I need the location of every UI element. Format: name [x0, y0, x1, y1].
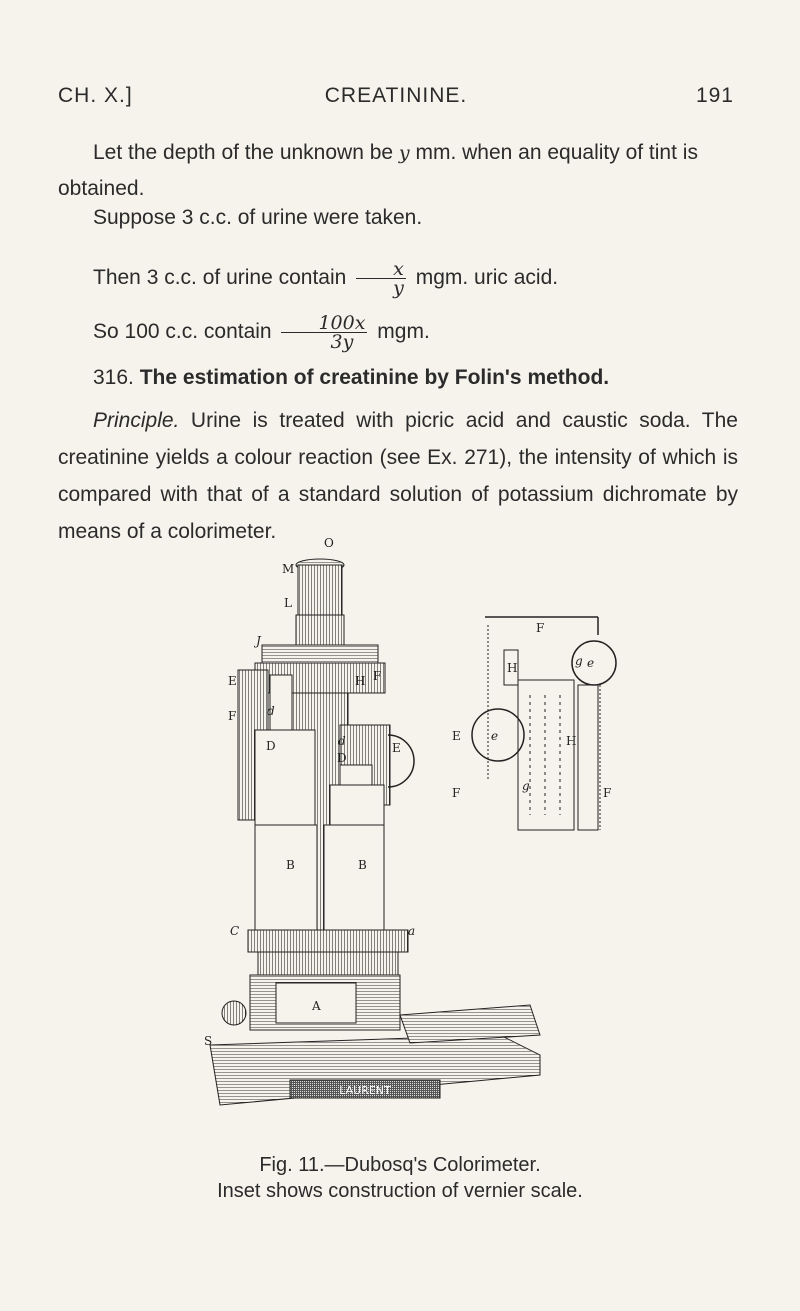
section-number: 316. [93, 366, 134, 389]
numerator: x [356, 260, 406, 279]
label-m: M [282, 562, 295, 576]
eyepiece [296, 559, 344, 645]
dubosq-colorimeter-figure [200, 535, 610, 1145]
inset-label-g-left: g [522, 779, 530, 793]
label-f-right: F [373, 669, 382, 683]
principle-text: Urine is treated with picric acid and caustic soda. The creatinine yields a colour reaction (see Ex. 271), the intensity of which is compared with that of a standard solution of potassium dichromate by means of a colorimeter. [58, 409, 738, 543]
text: Let the depth of the unknown be [93, 141, 399, 164]
adjust-knob [222, 1001, 246, 1025]
label-d-small-left: d [267, 704, 275, 718]
equation-1 [58, 248, 738, 308]
running-title: CREATININE. [324, 84, 468, 107]
text: Then 3 c.c. of urine contain [93, 266, 347, 289]
label-f-left: F [228, 709, 237, 723]
inset-label-g-right: g [575, 654, 583, 668]
label-l: L [284, 596, 292, 610]
label-a: A [312, 999, 321, 1013]
paragraph-suppose [58, 200, 738, 236]
inset-label-f-top: F [536, 621, 545, 635]
label-s: S [204, 1034, 213, 1048]
top-plate [262, 645, 378, 663]
label-h: H [355, 674, 366, 688]
label-c: C [230, 924, 240, 938]
principle-label: Principle. [93, 409, 180, 432]
paragraph-unknown-depth [58, 135, 738, 207]
page-number: 191 [695, 84, 734, 107]
figure-caption-note: Inset shows construction of vernier scale. [217, 1180, 583, 1202]
label-d-small-right: d [338, 734, 346, 748]
label-e-left: E [228, 674, 237, 688]
label-e-right: E [392, 741, 401, 755]
maker-name: LAURENT [339, 1084, 391, 1097]
vernier-inset [472, 617, 616, 830]
section-heading [58, 360, 738, 396]
figure-caption-title: Fig. 11.—Dubosq's Colorimeter. [259, 1154, 541, 1176]
inset-label-h-left: H [507, 661, 518, 675]
equation-2 [58, 302, 738, 362]
base-right-plate [400, 1005, 540, 1043]
label-b-left: B [286, 858, 295, 872]
text: mgm. [377, 320, 430, 343]
text: mm. when an equality of tint is obtained. [58, 141, 698, 200]
label-o: O [324, 536, 334, 550]
left-cup [255, 825, 317, 930]
section-title: The estimation of creatinine by Folin's method. [139, 366, 610, 389]
chapter-label: CH. X.] [58, 84, 133, 107]
label-d-right: D [337, 751, 347, 765]
label-b-right: B [358, 858, 367, 872]
label-a-small: a [408, 924, 416, 938]
text: So 100 c.c. contain [93, 320, 272, 343]
label-d-left: D [266, 739, 276, 753]
inset-label-e-left: E [452, 729, 461, 743]
inset-label-e-small-left: e [491, 729, 499, 743]
numerator: 100x [281, 314, 367, 333]
inset-label-f-right: F [603, 786, 612, 800]
inset-label-f-left: F [452, 786, 461, 800]
denominator: y [393, 276, 404, 299]
variable-y: y [398, 142, 410, 164]
label-j: J [256, 634, 261, 648]
text: Suppose 3 c.c. of urine were taken. [93, 206, 423, 229]
running-header [58, 84, 734, 114]
fraction-100x-over-3y [281, 311, 367, 353]
right-cup [324, 825, 384, 930]
principle-paragraph [58, 402, 738, 550]
text: mgm. uric acid. [415, 266, 559, 289]
inset-label-e-small-right: e [587, 656, 595, 670]
denominator: 3y [330, 330, 354, 353]
fraction-x-over-y [356, 257, 406, 299]
stage [248, 930, 408, 952]
inset-label-h-right: H [566, 734, 577, 748]
